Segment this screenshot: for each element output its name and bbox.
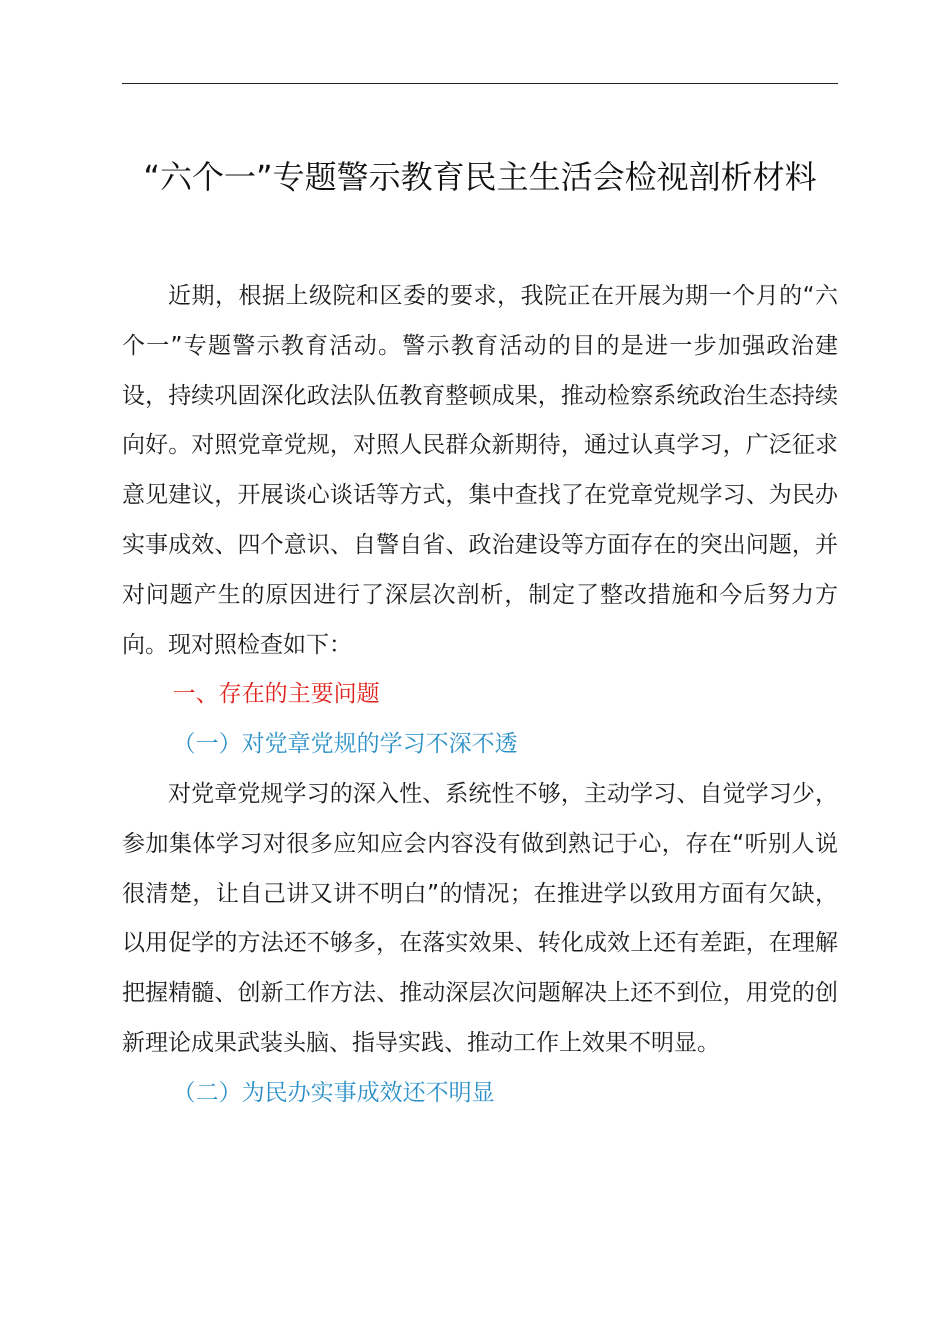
section-heading-main-problems: 一、存在的主要问题 <box>172 681 380 708</box>
document-body <box>122 272 838 1119</box>
document-title: “六个一”专题警示教育民主生活会检视剖析材料 <box>143 158 817 196</box>
subsection-heading-1: （一）对党章党规的学习不深不透 <box>172 731 518 758</box>
subsection-heading-2: （二）为民办实事成效还不明显 <box>172 1079 495 1106</box>
header-rule <box>122 83 838 84</box>
subsection-1-paragraph: 对党章党规学习的深入性、系统性不够，主动学习、自觉学习少，参加集体学习对很多应知应会内容没有做到熟记于心，存在“听别人说很清楚，让自己讲又讲不明白”的情况；在推进学以致用方面有欠缺，以用促学的方法还不够多，在落实效果、转化成效上还有差距，在理解把握精髓、创新工作方法、推动深层次问题解决上还不到位，用党的创新理论成果武装头脑、指导实践、推动工作上效果不明显。 <box>122 780 838 1056</box>
intro-paragraph: 近期，根据上级院和区委的要求，我院正在开展为期一个月的“六个一”专题警示教育活动。警示教育活动的目的是进一步加强政治建设，持续巩固深化政法队伍教育整顿成果，推动检察系统政治生态持续向好。对照党章党规，对照人民群众新期待，通过认真学习，广泛征求意见建议，开展谈心谈话等方式，集中查找了在党章党规学习、为民办实事成效、四个意识、自警自省、政治建设等方面存在的突出问题，并对问题产生的原因进行了深层次剖析，制定了整改措施和今后努力方向。现对照检查如下： <box>122 283 838 658</box>
